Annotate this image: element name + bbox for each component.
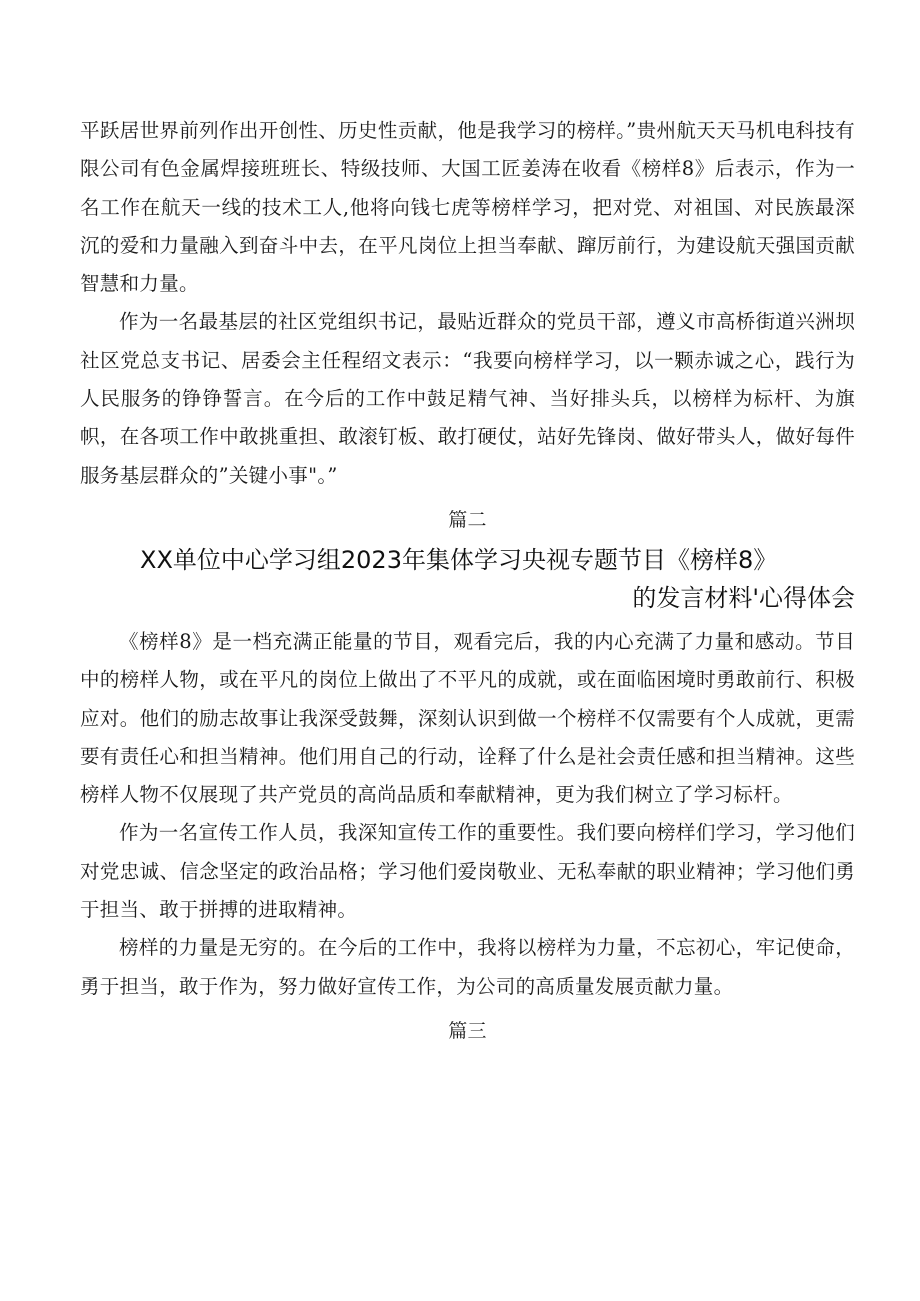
paragraph-1-1: 平跃居世界前列作出开创性、历史性贡献，他是我学习的榜样。”贵州航天天马机电科技有限公司有色金属焊接班班长、特级技师、大国工匠姜涛在收看《榜样8》后表示，作为一名工作在航天一线的技术工人,他将向钱七虎等榜样学习，把对党、对祖国、对民族最深沉的爱和力量融入到奋斗中去，在平凡岗位上担当奉献、蹿厉前行，为建设航天强国贡献智慧和力量。 [80,119,855,296]
paragraph-2-3: 榜样的力量是无穷的。在今后的工作中，我将以榜样为力量，不忘初心，牢记使命，勇于担当，敢于作为，努力做好宣传工作，为公司的高质量发展贡献力量。 [80,936,855,998]
paragraph-2-1: 《榜样8》是一档充满正能量的节目，观看完后，我的内心充满了力量和感动。节目中的榜样人物，或在平凡的岗位上做出了不平凡的成就，或在面临困境时勇敢前行、积极应对。他们的励志故事让我深受鼓舞，深刻认识到做一个榜样不仅需要有个人成就，更需要有责任心和担当精神。他们用自己的行动，诠释了什么是社会责任感和担当精神。这些榜样人物不仅展现了共产党员的高尚品质和奉献精神，更为我们树立了学习标杆。 [80,629,855,807]
section-2-title [80,541,855,617]
section-2-label: 篇二 [448,508,487,531]
section-2-title-line-2: 的发言材料'心得体会 [632,583,855,612]
section-2-title-line-1: XX单位中心学习组2023年集体学习央视专题节目《榜样8》 [140,545,778,574]
document-body [80,112,855,1048]
paragraph-2-2: 作为一名宣传工作人员，我深知宣传工作的重要性。我们要向榜样们学习，学习他们对党忠诚、信念坚定的政治品格；学习他们爱岗敬业、无私奉献的职业精神；学习他们勇于担当、敢于拼搏的进取精神。 [80,821,855,922]
paragraph-1-2: 作为一名最基层的社区党组织书记，最贴近群众的党员干部，遵义市高桥街道兴洲坝社区党总支书记、居委会主任程绍文表示：“我要向榜样学习，以一颗赤诚之心，践行为人民服务的铮铮誓言。在今后的工作中鼓足精气神、当好排头兵，以榜样为标杆、为旗帜，在各项工作中敢挑重担、敢滚钉板、敢打硬仗，站好先锋岗、做好带头人，做好每件服务基层群众的”关键小事"。” [80,310,855,487]
section-3-label: 篇三 [448,1019,487,1042]
